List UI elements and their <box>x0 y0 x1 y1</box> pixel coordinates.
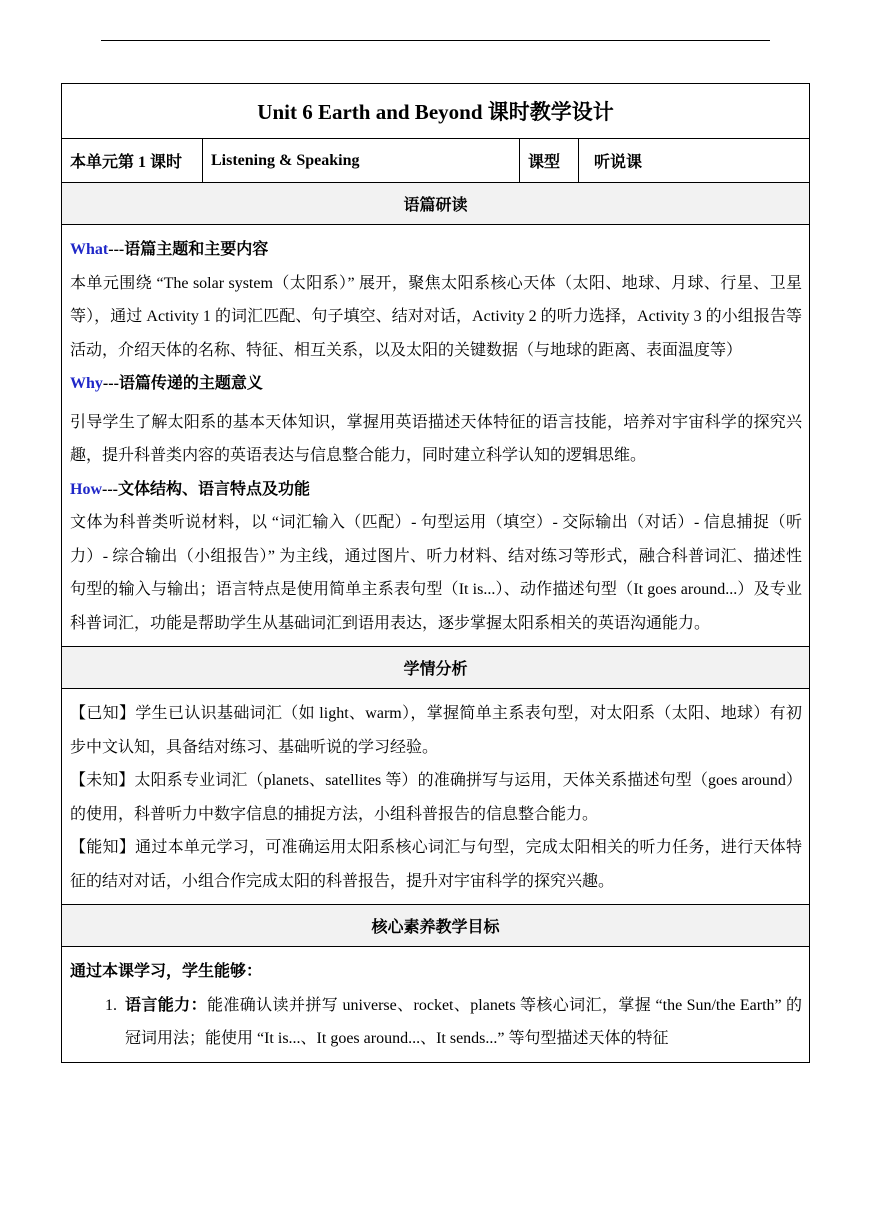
lesson-period: 本单元第 1 课时 <box>62 139 203 183</box>
lesson-name: Listening & Speaking <box>203 139 520 183</box>
goal-item-language: 1. 语言能力：能准确认读并拼写 universe、rocket、planets 等核心词汇，掌握 “the Sun/the Earth” 的冠词用法；能使用 “It is...、It goes around...、It sends...” 等句型描述天体的特征 <box>121 989 802 1056</box>
header-rule <box>101 40 770 41</box>
section-heading-text-analysis: 语篇研读 <box>62 183 810 225</box>
why-paragraph: 引导学生了解太阳系的基本天体知识，掌握用英语描述天体特征的语言技能，培养对宇宙科学的探究兴趣，提升科普类内容的英语表达与信息整合能力，同时建立科学认知的逻辑思维。 <box>70 413 803 464</box>
what-paragraph: 本单元围绕 “The solar system（太阳系）” 展开，聚焦太阳系核心天体（太阳、地球、月球、行星、卫星等），通过 Activity 1 的词汇匹配、句子填空、结对对话，Activity 2 的听力选择，Activity 3 的小组报告等活动，介绍天体的名称、特征、相互关系，以及太阳的关键数据（与地球的距离、表面温度等） <box>70 274 803 359</box>
teaching-goals-content <box>62 947 810 1063</box>
lesson-type-label: 课型 <box>520 139 579 183</box>
goals-intro: 通过本课学习，学生能够： <box>70 963 263 980</box>
text-analysis-content <box>62 225 810 647</box>
how-heading: How---文体结构、语言特点及功能 <box>70 480 310 498</box>
section-heading-teaching-goals: 核心素养教学目标 <box>62 905 810 947</box>
section-heading-student-analysis: 学情分析 <box>62 647 810 689</box>
what-heading: What---语篇主题和主要内容 <box>70 241 269 258</box>
able-paragraph: 【能知】通过本单元学习，可准确运用太阳系核心词汇与句型，完成太阳相关的听力任务，进行天体特征的结对对话，小组合作完成太阳的科普报告，提升对宇宙科学的探究兴趣。 <box>70 839 803 890</box>
document-title: Unit 6 Earth and Beyond 课时教学设计 <box>62 84 810 139</box>
lesson-plan-table <box>61 83 809 1063</box>
why-heading: Why---语篇传递的主题意义 <box>70 375 263 392</box>
known-paragraph: 【已知】学生已认识基础词汇（如 light、warm），掌握简单主系表句型，对太阳系（太阳、地球）有初步中文认知，具备结对练习、基础听说的学习经验。 <box>70 705 803 756</box>
student-analysis-content <box>62 689 810 905</box>
unknown-paragraph: 【未知】太阳系专业词汇（planets、satellites 等）的准确拼写与运用，天体关系描述句型（goes around）的使用，科普听力中数字信息的捕捉方法，小组科普报告的信息整合能力。 <box>70 772 803 823</box>
lesson-type-value: 听说课 <box>579 139 810 183</box>
how-paragraph: 文体为科普类听说材料，以 “词汇输入（匹配）- 句型运用（填空）- 交际输出（对话）- 信息捕捉（听力）- 综合输出（小组报告）” 为主线，通过图片、听力材料、结对练习等形式，融合科普词汇、描述性句型的输入与输出；语言特点是使用简单主系表句型（It is...）、动作描述句型（It goes around...）及专业科普词汇，功能是帮助学生从基础词汇到语用表达，逐步掌握太阳系相关的英语沟通能力。 <box>70 514 803 632</box>
